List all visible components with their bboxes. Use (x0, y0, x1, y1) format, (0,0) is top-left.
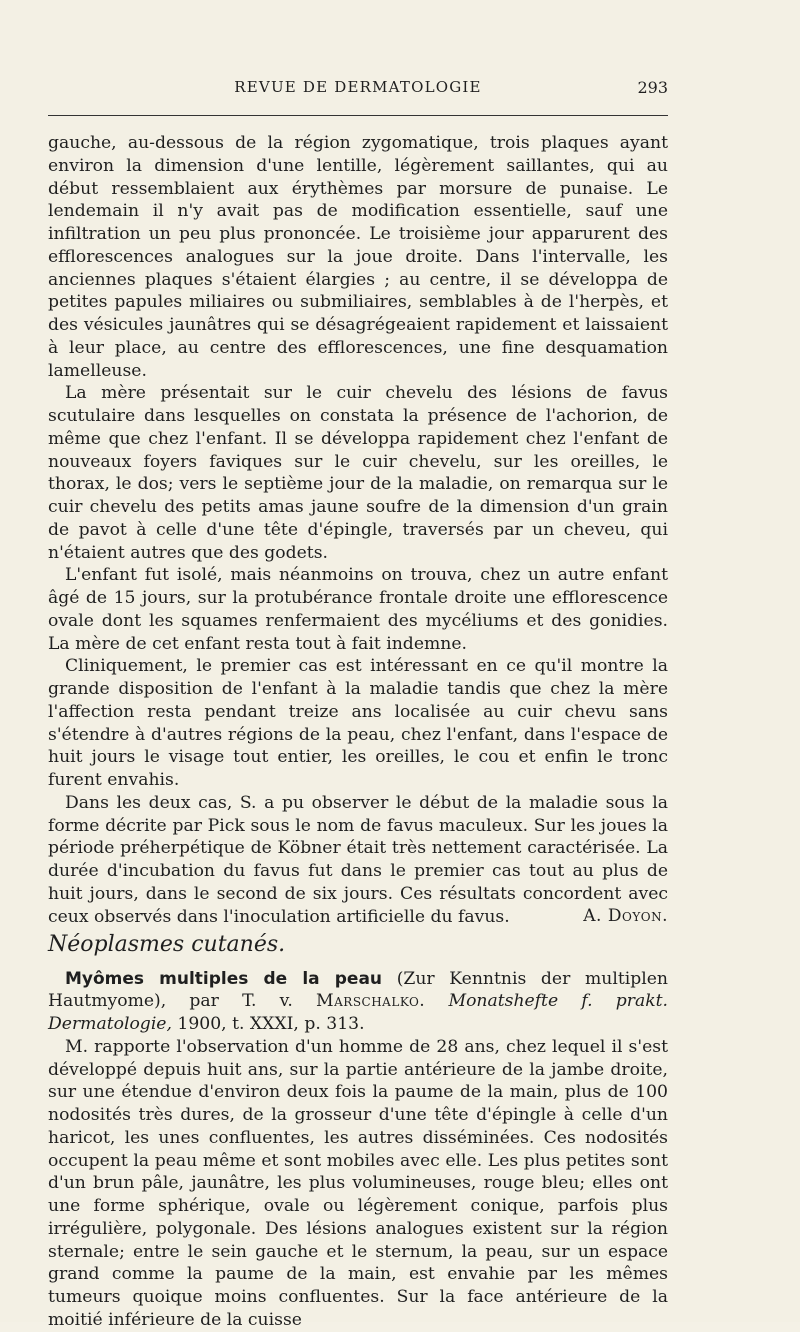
paragraph-5: Dans les deux cas, S. a pu observer le début de la maladie sous la forme décrite par Pick sous le nom de favus maculeux. Sur les joues la période préherpétique de Köbner était très nettement caractérisée. La durée d'incubation du favus fut dans le premier cas tout au plus de huit jours, dans le second de six jours. Ces résultats concordent avec ceux observés dans l'inoculation artificielle du favus. (48, 792, 668, 927)
page-number: 293 (637, 78, 668, 97)
paragraph-1: gauche, au-dessous de la région zygomatique, trois plaques ayant environ la dimension d'une lentille, légèrement saillantes, qui au début ressemblaient aux érythèmes par morsure de punaise. Le lendemain il n'y avait pas de modification essentielle, sauf une infiltration un peu plus prononcée. Le troisième jour apparurent des efflorescences analogues sur la joue droite. Dans l'intervalle, les anciennes plaques s'étaient élargies ; au centre, il se développa de petites papules miliaires ou submiliaires, semblables à de l'herpès, et des vésicules jaunâtres qui se désagrégeaient rapidement et laissaient à leur place, au centre des efflorescences, une fine desquamation lamelleuse. (48, 133, 668, 381)
article-citation: 1900, t. XXXI, p. 313. (171, 1014, 365, 1034)
page-header (48, 78, 668, 104)
article-journal: Monatshefte f. prakt. Dermatologie, (48, 991, 668, 1034)
article-title: Myômes multiples de la peau (65, 968, 383, 989)
body-text (48, 132, 668, 1332)
article-author: Marschalko. (316, 991, 426, 1012)
header-rule (48, 115, 668, 116)
article-reference (48, 968, 668, 1036)
paragraph-3: L'enfant fut isolé, mais néanmoins on trouva, chez un autre enfant âgé de 15 jours, sur la protubérance frontale droite une efflorescence ovale dont les squames renfermaient des mycéliums et des gonidies. La mère de cet enfant resta tout à fait indemne. (48, 565, 668, 654)
paragraph-4: Cliniquement, le premier cas est intéressant en ce qu'il montre la grande disposition de l'enfant à la maladie tandis que chez la mère l'affection resta pendant treize ans localisée au cuir chevu sans s'étendre à d'autres régions de la peau, chez l'enfant, dans l'espace de huit jours le visage tout entier, les oreilles, le cou et enfin le tronc furent envahis. (48, 656, 668, 790)
section-heading: Néoplasmes cutanés. (48, 931, 286, 957)
article-subtitle: (Zur Kenntnis der multiplen Hautmyome), par T. v. (48, 968, 668, 1012)
running-title: REVUE DE DERMATOLOGIE (234, 78, 482, 96)
article-body: M. rapporte l'observation d'un homme de 28 ans, chez lequel il s'est développé depuis huit ans, sur la partie antérieure de la jambe droite, sur une étendue d'environ deux fois la paume de la main, plus de 100 nodosités très dures, de la grosseur d'une tête d'épingle à celle d'un haricot, les unes confluentes, les autres disséminées. Ces nodosités occupent la peau même et sont mobiles avec elle. Les plus petites sont d'un brun pâle, jaunâtre, les plus volumineuses, rouge bleu; elles ont une forme sphérique, ovale ou légèrement conique, parfois plus irrégulière, polygonale. Des lésions analogues existent sur la région sternale; entre le sein gauche et le sternum, la peau, sur un espace grand comme la paume de la main, est envahie par les mêmes tumeurs quoique moins confluentes. Sur la face antérieure de la moitié inférieure de la cuisse (48, 1036, 668, 1330)
signature: A. Doyon. (583, 905, 668, 926)
paragraph-2: La mère présentait sur le cuir chevelu des lésions de favus scutulaire dans lesquelles on constata la présence de l'achorion, de même que chez l'enfant. Il se développa rapidement chez l'enfant de nouveaux foyers faviques sur le cuir chevelu, sur les oreilles, le thorax, le dos; vers le septième jour de la maladie, on remarqua sur le cuir chevelu des petits amas jaune soufre de la dimension d'un grain de pavot à celle d'une tête d'épingle, traversés par un cheveu, qui n'étaient autres que des godets. (48, 383, 668, 563)
